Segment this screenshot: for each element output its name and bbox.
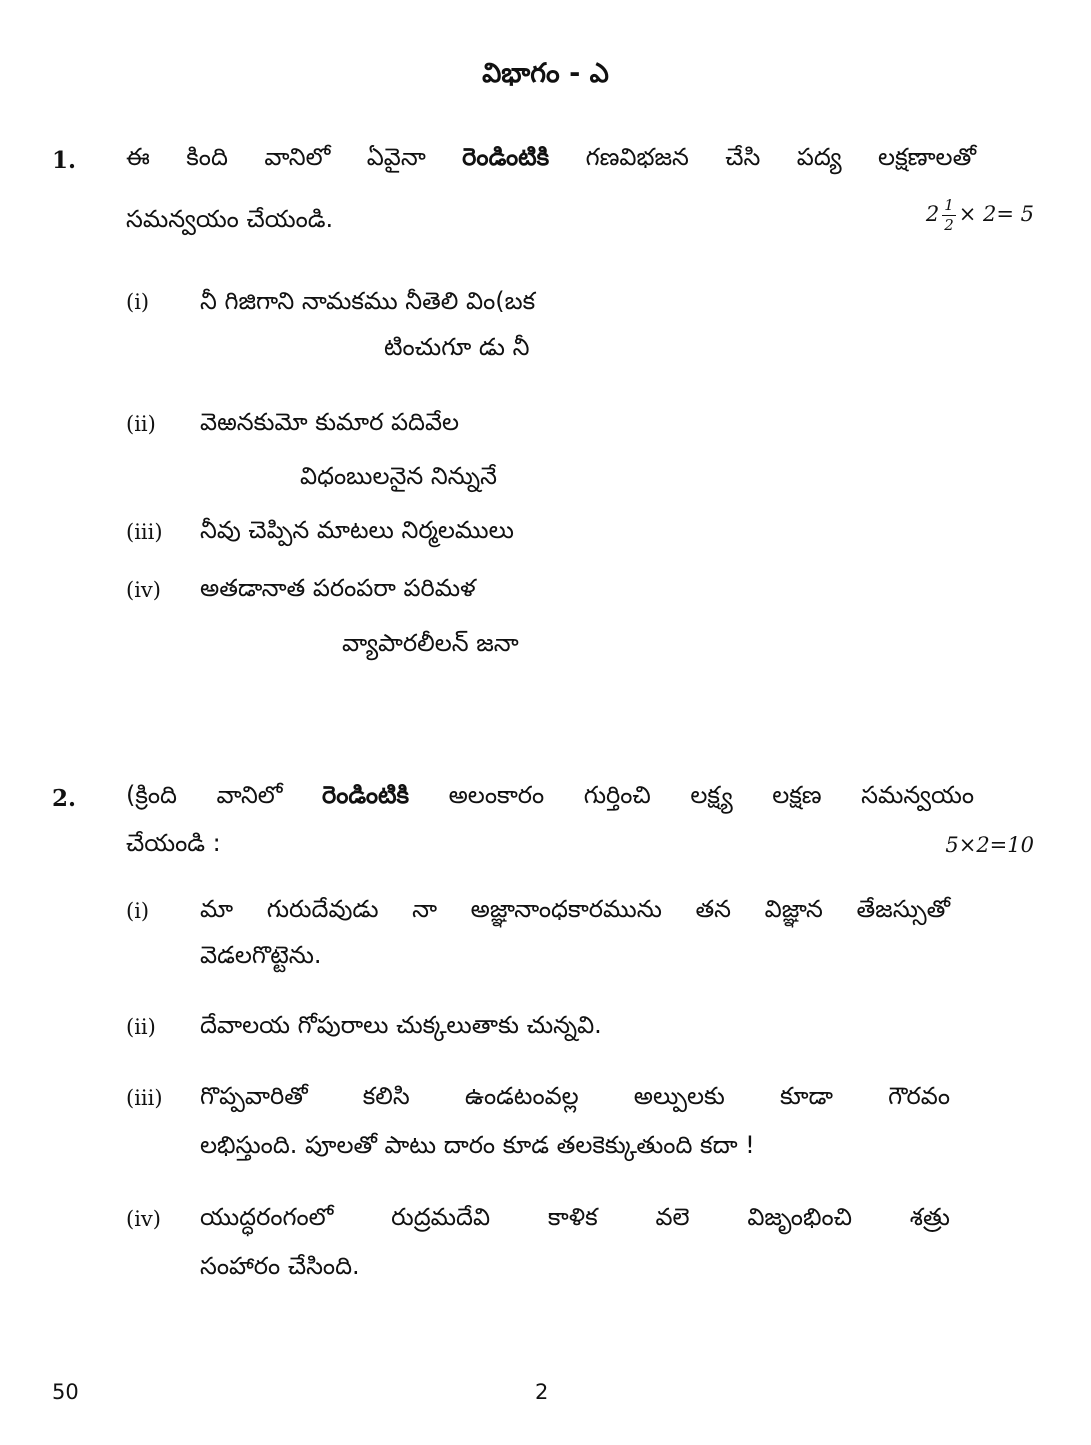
q2-item-line-text: గొప్పవారితో కలిసి ఉండటంవల్ల అల్పులకు కూడా గౌరవం: [200, 1082, 950, 1110]
question-2-number: 2.: [52, 785, 77, 812]
marks-numerator: 1: [944, 196, 954, 214]
q1-item-line: అతడానాత పరంపరా పరిమళ: [200, 574, 476, 602]
q1-item-label: (ii): [126, 412, 156, 436]
q2-item-line-text: యుద్ధరంగంలో రుద్రమదేవి కాళిక వలె విజృంభించి శత్రు: [200, 1203, 950, 1231]
q2-item-line: [200, 1203, 950, 1237]
q2-item-label: (iii): [126, 1086, 163, 1110]
question-1-text-line1: [126, 143, 976, 177]
section-title: విభాగం - ఎ: [482, 58, 609, 89]
question-2-text-bold: రెండింటికి: [322, 781, 410, 809]
question-1-text-before: ఈ కింది వానిలో ఏవైనా: [126, 143, 463, 171]
marks-rest: × 2= 5: [958, 202, 1034, 226]
q2-item-line: దేవాలయ గోపురాలు చుక్కలుతాకు చున్నవి.: [200, 1011, 602, 1039]
question-1-text-after: గణవిభజన చేసి పద్య లక్షణాలతో: [549, 143, 976, 171]
q1-item-line: నీవు చెప్పిన మాటలు నిర్మలములు: [200, 516, 514, 544]
q1-item-line: టించుగూ డు నీ: [384, 333, 530, 361]
page-number: 2: [535, 1380, 549, 1404]
q1-item-line: వ్యాపారలీలన్ జనా: [342, 629, 519, 657]
q2-item-line: సంహారం చేసింది.: [200, 1252, 360, 1280]
marks-whole: 2: [925, 202, 940, 226]
q2-item-line: వెడలగొట్టెను.: [200, 941, 322, 969]
q2-item-label: (iv): [126, 1207, 161, 1231]
q1-item-label: (i): [126, 290, 150, 314]
q2-item-label: (ii): [126, 1015, 156, 1039]
question-1-marks: [926, 196, 1034, 235]
q2-item-line-text: మా గురుదేవుడు నా అజ్ఞానాంధకారమును తన విజ్ఞాన తేజస్సుతో: [200, 895, 950, 923]
question-2-text-before: (క్రింది వానిలో: [126, 781, 323, 809]
q1-item-line: వెఱనకుమో కుమార పదివేల: [200, 408, 460, 436]
q1-item-line: విధంబులనైన నిన్నునే: [300, 462, 497, 490]
question-2-text-line2: చేయండి :: [126, 829, 221, 857]
q2-item-label: (i): [126, 899, 150, 923]
q1-item-line: నీ గిజిగాని నామకము నీతెలి విం(బక: [200, 287, 536, 315]
marks-denominator: 2: [944, 216, 954, 234]
q2-item-line: [200, 1082, 950, 1116]
q1-item-label: (iv): [126, 578, 161, 602]
question-1-text-line2: సమన్వయం చేయండి.: [126, 205, 334, 233]
question-2-text-after: అలంకారం గుర్తించి లక్ష్య లక్షణ సమన్వయం: [409, 781, 974, 809]
question-2-text-line1: [126, 781, 974, 815]
q2-item-line: లభిస్తుంది. పూలతో పాటు దారం కూడ తలకెక్కుతుంది కదా !: [200, 1131, 755, 1159]
footer-code: 50: [52, 1380, 79, 1404]
question-1-number: 1.: [52, 147, 77, 174]
marks-fraction: [942, 196, 956, 235]
question-2-marks: 5×2=10: [945, 833, 1034, 857]
q2-item-line: [200, 895, 950, 929]
q1-item-label: (iii): [126, 520, 163, 544]
question-1-text-bold: రెండింటికి: [462, 143, 550, 171]
